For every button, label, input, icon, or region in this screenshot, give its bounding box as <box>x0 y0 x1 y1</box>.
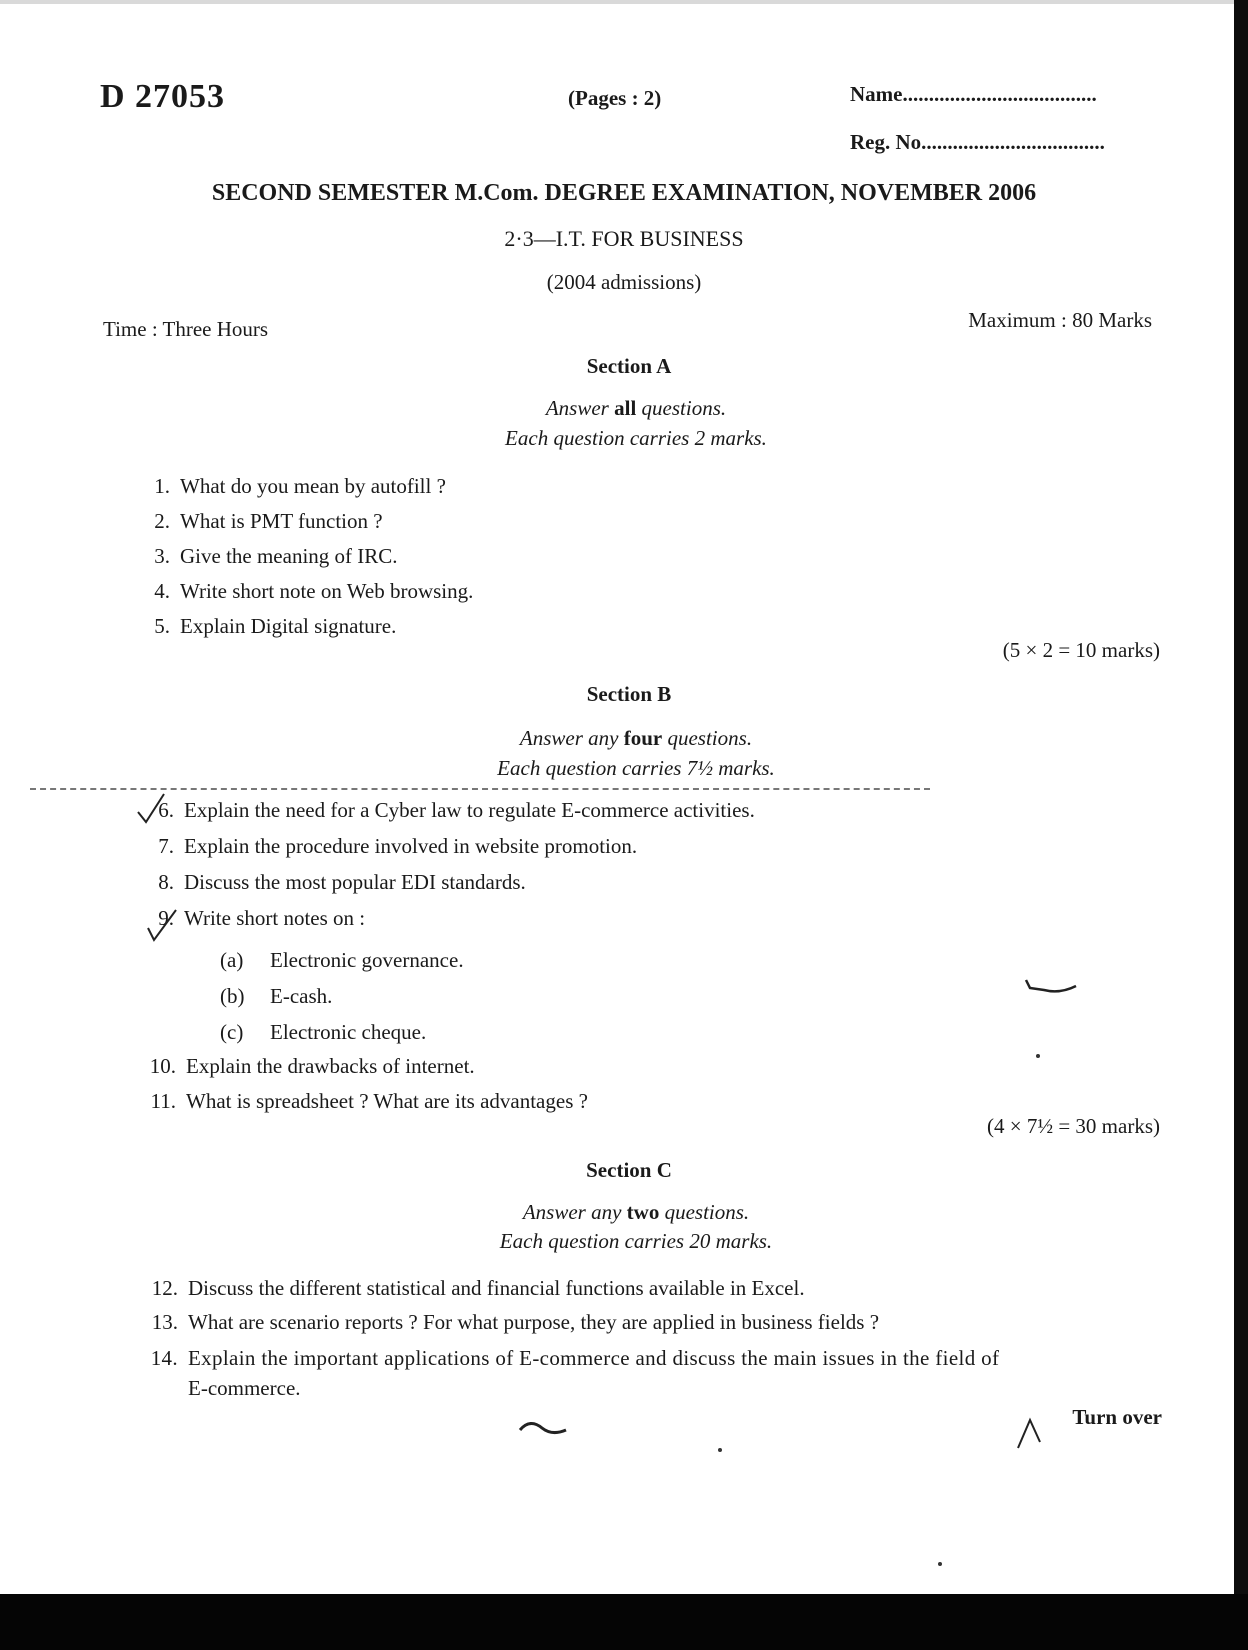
exam-title: SECOND SEMESTER M.Com. DEGREE EXAMINATION, NOVEMBER 2006 <box>211 180 1037 206</box>
question-number: 2. <box>154 509 170 533</box>
subpart-text: Electronic cheque. <box>270 1020 427 1044</box>
turn-over-note: Turn over <box>1072 1405 1162 1429</box>
instr-emphasis: two <box>626 1200 660 1224</box>
question-text: Discuss the different statistical and financial functions available in Excel. <box>188 1276 805 1300</box>
section-b-title: Section B <box>586 682 672 706</box>
scan-speck <box>938 1562 942 1566</box>
paper-code: D 27053 <box>100 78 226 115</box>
question-number: 9. <box>158 906 174 930</box>
question-text: Explain the drawbacks of internet. <box>186 1054 475 1078</box>
pen-squiggle <box>520 1423 566 1432</box>
question-text: Write short notes on : <box>184 906 366 930</box>
question-number: 4. <box>154 579 170 603</box>
instr-text: questions. <box>667 726 753 750</box>
question-text: What do you mean by autofill ? <box>180 474 446 498</box>
question-number: 11. <box>150 1089 176 1113</box>
maximum-marks: Maximum : 80 Marks <box>968 308 1152 332</box>
question-14-continuation: E-commerce. <box>188 1376 301 1400</box>
question-text: What is spreadsheet ? What are its advantages ? <box>186 1089 588 1113</box>
question-number: 8. <box>158 870 174 894</box>
question-number: 12. <box>151 1276 178 1300</box>
reg-no-dots: ................................... <box>921 130 1105 154</box>
instr-emphasis: four <box>623 726 663 750</box>
question-number: 13. <box>151 1310 178 1334</box>
admissions-note: (2004 admissions) <box>546 270 702 294</box>
question-number: 14. <box>150 1346 178 1370</box>
question-text: Explain Digital signature. <box>180 614 397 638</box>
subpart-label: (c) <box>220 1020 244 1044</box>
question-text: Explain the need for a Cyber law to regulate E-commerce activities. <box>184 798 755 822</box>
section-b-instruction-2: Each question carries 7½ marks. <box>497 756 775 780</box>
question-text: Explain the important applications of E-commerce and discuss the main issues in the field of <box>188 1346 1000 1370</box>
instr-text: Answer any <box>519 726 619 750</box>
instr-text: questions. <box>641 396 727 420</box>
section-c-title: Section C <box>586 1158 672 1182</box>
subpart-label: (a) <box>220 948 244 972</box>
instr-text: Answer <box>545 396 609 420</box>
question-number: 6. <box>158 798 174 822</box>
question-number: 3. <box>154 544 170 568</box>
tick-mark <box>138 794 164 822</box>
subpart-label: (b) <box>220 984 245 1008</box>
question-text: Write short note on Web browsing. <box>180 579 474 603</box>
question-text: Give the meaning of IRC. <box>180 544 398 568</box>
subpart-text: E-cash. <box>270 984 333 1008</box>
instr-text: questions. <box>664 1200 750 1224</box>
subject-title: 2·3—I.T. FOR BUSINESS <box>504 226 744 251</box>
question-number: 5. <box>154 614 170 638</box>
section-a-marks: (5 × 2 = 10 marks) <box>1002 638 1160 662</box>
scan-speck <box>1036 1054 1040 1058</box>
question-number: 1. <box>154 474 170 498</box>
pen-squiggle <box>1026 980 1076 991</box>
tick-mark <box>148 910 176 940</box>
instr-text: Answer any <box>522 1200 622 1224</box>
reg-no-label: Reg. No <box>850 130 922 154</box>
question-text: What are scenario reports ? For what purpose, they are applied in business fields ? <box>188 1310 880 1334</box>
question-text: Discuss the most popular EDI standards. <box>184 870 526 894</box>
pen-squiggle <box>1018 1420 1040 1448</box>
question-text: What is PMT function ? <box>180 509 383 533</box>
question-text: Explain the procedure involved in website promotion. <box>184 834 638 858</box>
name-dots: ..................................... <box>902 82 1097 106</box>
page-count: (Pages : 2) <box>568 86 662 110</box>
section-a-title: Section A <box>586 354 672 378</box>
instr-emphasis: all <box>614 396 637 420</box>
question-number: 10. <box>149 1054 176 1078</box>
time-allowed: Time : Three Hours <box>103 317 269 341</box>
name-label: Name <box>850 82 903 106</box>
question-number: 7. <box>158 834 174 858</box>
section-b-marks: (4 × 7½ = 30 marks) <box>987 1114 1160 1138</box>
subpart-text: Electronic governance. <box>270 948 464 972</box>
section-a-instruction-2: Each question carries 2 marks. <box>505 426 767 450</box>
section-c-instruction-2: Each question carries 20 marks. <box>499 1229 773 1253</box>
scan-speck <box>718 1448 722 1452</box>
